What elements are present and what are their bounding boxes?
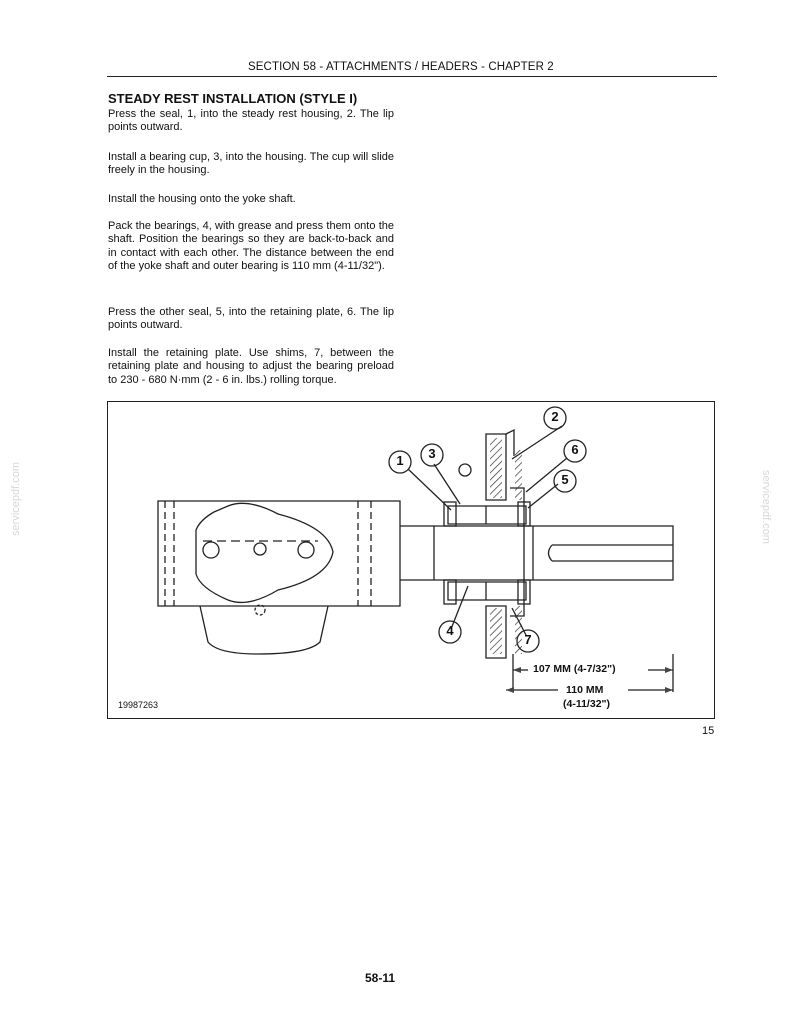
bearing-lower	[448, 582, 526, 600]
figure-box	[107, 401, 715, 719]
paragraph-seal: Press the seal, 1, into the steady rest housing, 2. The lip points outward.	[108, 108, 394, 134]
section-header: SECTION 58 - ATTACHMENTS / HEADERS - CHAPTER 2	[248, 61, 554, 73]
lower-shield	[200, 606, 328, 654]
callout-5: 5	[561, 472, 569, 487]
watermark-left: servicepdf.com	[10, 462, 22, 536]
dimension-110mm-inches: (4-11/32")	[563, 698, 611, 710]
figure-number: 15	[702, 725, 715, 737]
yoke-shaft	[400, 526, 673, 580]
retaining-plate	[510, 488, 524, 616]
callout-7: 7	[524, 632, 532, 647]
section-heading: STEADY REST INSTALLATION (STYLE I)	[108, 91, 358, 106]
watermark-right: servicepdf.com	[760, 470, 772, 544]
dimension-110mm: 110 MM	[566, 684, 604, 696]
callout-6: 6	[571, 442, 579, 457]
header-rule	[107, 76, 717, 77]
paragraph-housing: Install the housing onto the yoke shaft.	[108, 193, 296, 205]
plate-hole-right	[298, 542, 314, 558]
plate-hole-left	[203, 542, 219, 558]
bearing-upper	[448, 506, 526, 524]
callout-3: 3	[428, 446, 436, 461]
paragraph-retaining-plate: Install the retaining plate. Use shims, 7, between the retaining plate and housing to adjust the bearing preload to 230 - 680 N·mm (2 - 6 in. lbs.) rolling torque.	[108, 347, 394, 386]
page-number: 58-11	[365, 971, 396, 985]
figure-id: 19987263	[118, 700, 159, 710]
paragraph-bearings: Pack the bearings, 4, with grease and press them onto the shaft. Position the bearings so they are back-to-back and in contact with each other. The distance between the end of the yoke shaft and outer bearing is 110 mm (4-11/32").	[108, 220, 394, 272]
grease-fitting	[254, 543, 266, 555]
paragraph-other-seal: Press the other seal, 5, into the retaining plate, 6. The lip points outward.	[108, 306, 394, 332]
dimension-107mm: 107 MM (4-7/32")	[533, 663, 616, 675]
steady-rest-diagram	[108, 402, 714, 718]
paragraph-bearing-cup: Install a bearing cup, 3, into the housing. The cup will slide freely in the housing.	[108, 151, 394, 177]
callout-1: 1	[396, 453, 404, 468]
callout-4: 4	[446, 623, 454, 638]
callout-2: 2	[551, 409, 559, 424]
